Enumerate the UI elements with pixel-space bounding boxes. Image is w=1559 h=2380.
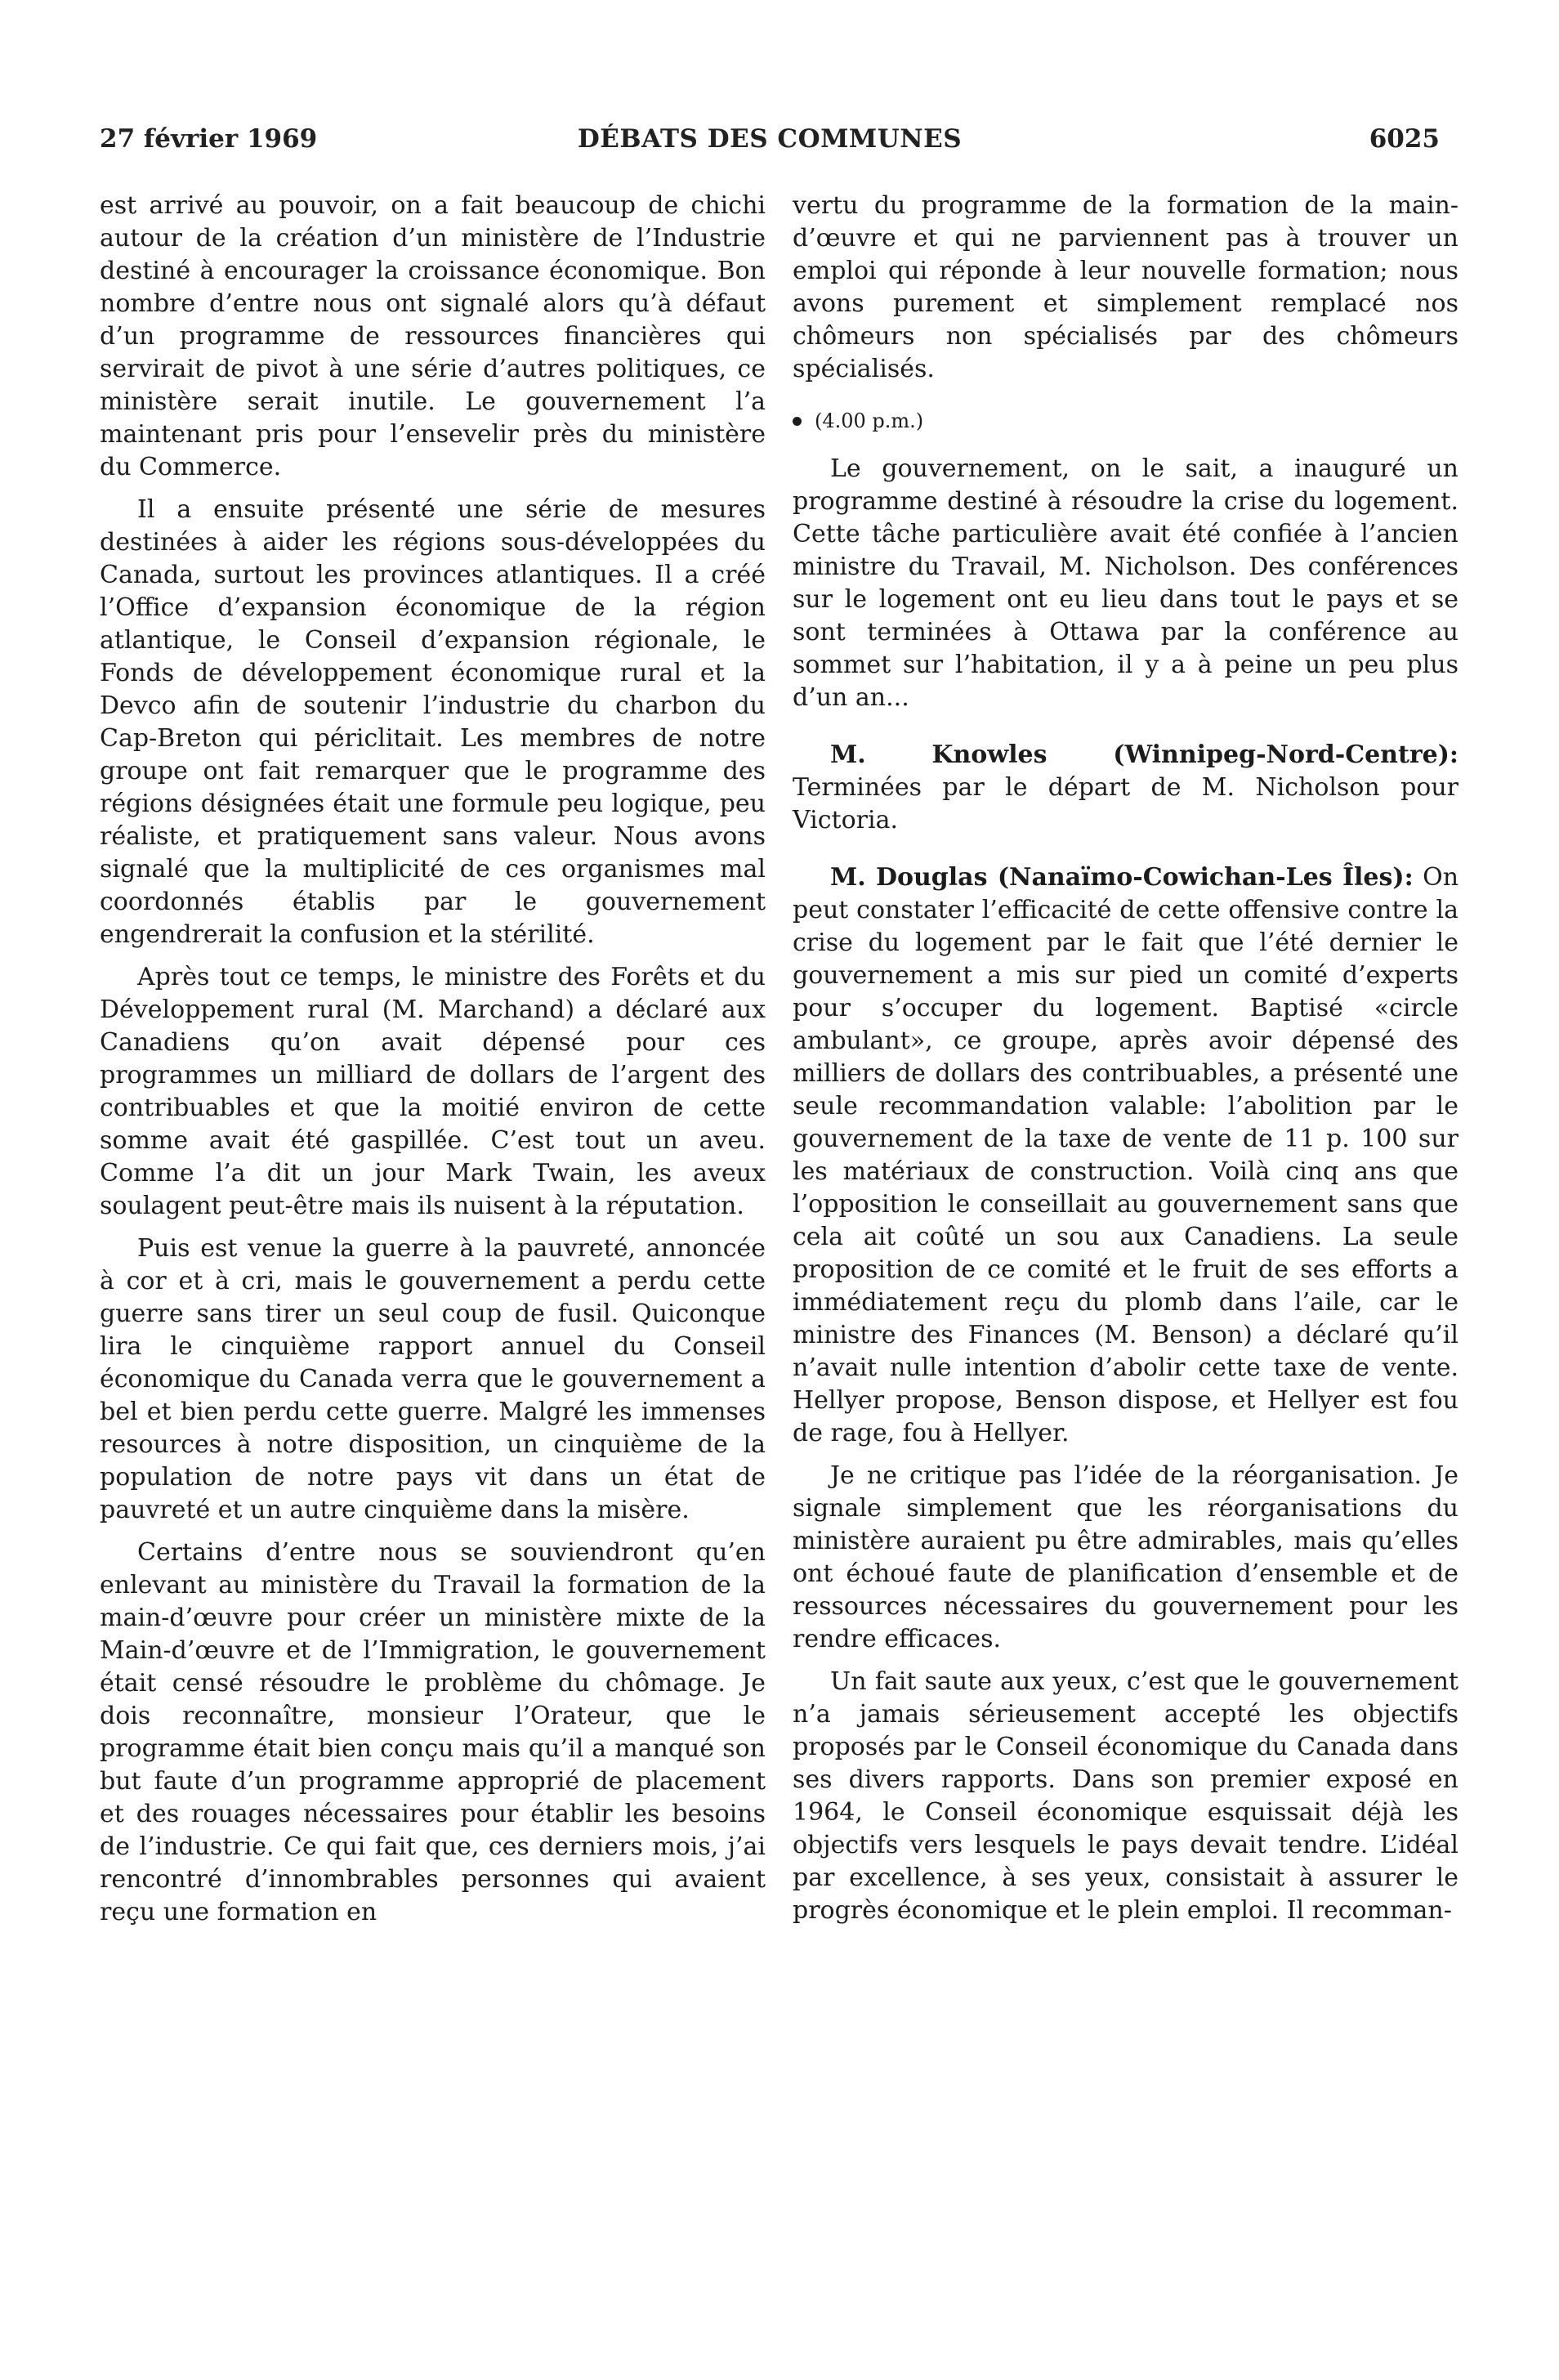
paragraph: Un fait saute aux yeux, c’est que le gouvernement n’a jamais sérieusement accepté les objectifs proposés par le Conseil économique du Canada dans ses divers rapports. Dans son premier exposé en 1964, le Conseil économique esquissait déjà les objectifs vers lesquels le pays devait tendre. L’idéal par excellence, à ses yeux, consistait à assurer le progrès économique et le plein emploi. Il recomman- — [793, 1667, 1458, 1925]
page-number: 6025 — [1369, 124, 1440, 154]
right-column — [793, 190, 1458, 1937]
time-marker — [793, 409, 1458, 433]
header-date: 27 février 1969 — [100, 124, 318, 154]
paragraph: Je ne critique pas l’idée de la réorganisation. Je signale simplement que les réorganisations du ministère auraient pu être admirables, mais qu’elles ont échoué faute de planification d’ensemble et de ressources nécessaires du gouvernement pour les rendre efficaces. — [793, 1461, 1458, 1653]
continuation-paragraph: vertu du programme de la formation de la main-d’œuvre et qui ne parviennent pas à trouver un emploi qui réponde à leur nouvelle formation; nous avons purement et simplement remplacé nos chômeurs non spécialisés par des chômeurs spécialisés. — [793, 191, 1458, 383]
header-title: DÉBATS DES COMMUNES — [577, 124, 963, 154]
paragraph: Il a ensuite présenté une série de mesures destinées à aider les régions sous-développées du Canada, surtout les provinces atlantiques. Il a créé l’Office d’expansion économique de la région atlantique, le Conseil d’expansion régionale, le Fonds de développement économique rural et la Devco afin de soutenir l’industrie du charbon du Cap-Breton qui périclitait. Les membres de notre groupe ont fait remarquer que le programme des régions désignées était une formule peu logique, peu réaliste, et pratiquement sans valeur. Nous avons signalé que la multiplicité de ces organismes mal coordonnés établis par le gouvernement engendrerait la confusion et la stérilité. — [100, 495, 766, 949]
paragraph: Certains d’entre nous se souviendront qu’en enlevant au ministère du Travail la formation de la main-d’œuvre pour créer un ministère mixte de la Main-d’œuvre et de l’Immigration, le gouvernement était censé résoudre le problème du chômage. Je dois reconnaître, monsieur l’Orateur, que le programme était bien conçu mais qu’il a manqué son but faute d’un programme approprié de placement et des rouages nécessaires pour établir les besoins de l’industrie. Ce qui fait que, ces derniers mois, j’ai rencontré d’innombrables personnes qui avaient reçu une formation en — [100, 1538, 766, 1926]
speaker-name: M. Douglas (Nanaïmo-Cowichan-Les Îles): — [830, 863, 1414, 892]
bullet-icon — [793, 417, 802, 426]
speaker-name: M. Knowles (Winnipeg-Nord-Centre): — [830, 740, 1458, 769]
speaker-paragraph-douglas — [793, 861, 1458, 1450]
paragraph: Puis est venue la guerre à la pauvreté, annoncée à cor et à cri, mais le gouvernement a perdu cette guerre sans tirer un seul coup de fusil. Quiconque lira le cinquième rapport annuel du Conseil économique du Canada verra que le gouvernement a bel et bien perdu cette guerre. Malgré les immenses resources à notre disposition, un cinquième de la population de notre pays vit dans un état de pauvreté et un autre cinquième dans la misère. — [100, 1234, 766, 1524]
time-marker-text: (4.00 p.m.) — [815, 409, 924, 432]
page-header — [100, 124, 1440, 165]
speaker-paragraph-knowles — [793, 739, 1458, 837]
paragraph: est arrivé au pouvoir, on a fait beaucoup de chichi autour de la création d’un ministère de l’Industrie destiné à encourager la croissance économique. Bon nombre d’entre nous ont signalé alors qu’à défaut d’un programme de ressources financières qui servirait de pivot à une série d’autres politiques, ce ministère serait inutile. Le gouvernement l’a maintenant pris pour l’ensevelir près du ministère du Commerce. — [100, 191, 766, 481]
paragraph: Après tout ce temps, le ministre des Forêts et du Développement rural (M. Marchand) a déclaré aux Canadiens qu’on avait dépensé pour ces programmes un milliard de dollars de l’argent des contribuables et que la moitié environ de cette somme avait été gaspillée. C’est tout un aveu. Comme l’a dit un jour Mark Twain, les aveux soulagent peut-être mais ils nuisent à la réputation. — [100, 963, 766, 1220]
paragraph: Le gouvernement, on le sait, a inauguré un programme destiné à résoudre la crise du logement. Cette tâche particulière avait été confiée à l’ancien ministre du Travail, M. Nicholson. Des conférences sur le logement ont eu lieu dans tout le pays et se sont terminées à Ottawa par la conférence au sommet sur l’habitation, il y a à peine un peu plus d’un an... — [793, 454, 1458, 712]
speaker-text: Terminées par le départ de M. Nicholson pour Victoria. — [793, 773, 1458, 834]
speaker-text: On peut constater l’efficacité de cette offensive contre la crise du logement par le fait que l’été dernier le gouvernement a mis sur pied un comité d’experts pour s’occuper du logement. Baptisé «circle ambulant», ce groupe, après avoir dépensé des milliers de dollars des contribuables, a présenté une seule recommandation valable: l’abolition par le gouvernement de la taxe de vente de 11 p. 100 sur les matériaux de construction. Voilà cinq ans que l’opposition le conseillait au gouvernement sans que cela ait coûté un sou aux Canadiens. La seule proposition de ce comité et le fruit de ses efforts a immédiatement reçu du plomb dans l’aile, car le ministre des Finances (M. Benson) a déclaré qu’il n’avait nulle intention d’abolir cette taxe de vente. Hellyer propose, Benson dispose, et Hellyer est fou de rage, fou à Hellyer. — [793, 863, 1459, 1447]
left-column — [100, 190, 766, 1939]
